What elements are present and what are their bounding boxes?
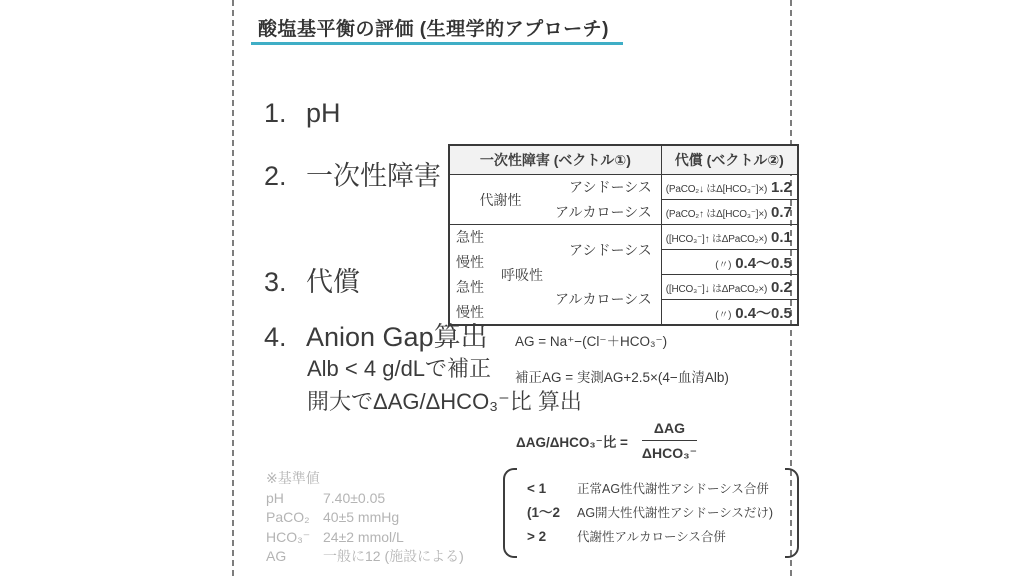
list-label: pH bbox=[306, 98, 341, 128]
rule-value: 0.4〜0.5 bbox=[735, 254, 792, 272]
slide-left-guide-line bbox=[232, 0, 234, 576]
reference-row-hco3 bbox=[266, 528, 464, 548]
cell-acute: 急性 bbox=[456, 279, 484, 295]
cell-resp-acid-chronic-rule bbox=[661, 250, 798, 275]
rule-formula: (PaCO₂↓ はΔ[HCO₃⁻]×) bbox=[665, 183, 768, 195]
rule-formula: ([HCO₃⁻]↑ はΔPaCO₂×) bbox=[665, 233, 768, 245]
rule-formula: (PaCO₂↑ はΔ[HCO₃⁻]×) bbox=[665, 208, 768, 220]
cell-resp-acid-acute-rule bbox=[661, 225, 798, 250]
cell-acute: 急性 bbox=[449, 225, 493, 250]
interpretation-meaning: 正常AG性代謝性アシドーシス合併 bbox=[577, 482, 769, 496]
list-number: 1. bbox=[264, 98, 287, 128]
list-label: Anion Gap算出 bbox=[306, 322, 488, 352]
rule-value: 1.2 bbox=[771, 178, 792, 196]
list-label: 代償 bbox=[306, 267, 360, 297]
list-number: 3. bbox=[264, 267, 287, 297]
list-number: 2. bbox=[264, 161, 287, 191]
interpretation-row bbox=[527, 501, 773, 525]
table-header-primary: 一次性障害 (ベクトル①) bbox=[449, 145, 661, 175]
fraction-numerator: ΔAG bbox=[642, 420, 697, 441]
reference-row-paco2 bbox=[266, 508, 464, 528]
rule-value: 0.1 bbox=[771, 228, 792, 246]
cell-metabolic-acidosis: アシドーシス bbox=[569, 179, 652, 196]
formula-corrected-ag: 補正AG = 実測AG+2.5×(4−血清Alb) bbox=[515, 370, 729, 385]
interpretation-range: (1〜2 bbox=[527, 505, 561, 520]
cell-chronic: 慢性 bbox=[456, 254, 484, 270]
table-header-row bbox=[449, 145, 798, 175]
reference-value: 40±5 mmHg bbox=[323, 509, 400, 525]
interpretation-row bbox=[527, 477, 773, 501]
page-title: 酸塩基平衡の評価 (生理学的アプローチ) bbox=[258, 19, 609, 40]
reference-label: HCO₃⁻ bbox=[266, 528, 311, 545]
table-header-compensation: 代償 (ベクトル②) bbox=[661, 145, 798, 175]
rule-formula: (〃) bbox=[715, 259, 732, 271]
list-item-compensation bbox=[264, 266, 360, 298]
interpretation-range: > 2 bbox=[527, 529, 547, 544]
list-label: 一次性障害 bbox=[306, 161, 441, 191]
cell-respiratory: 呼吸性 bbox=[493, 225, 551, 326]
delta-ratio-fraction bbox=[642, 420, 697, 462]
interpretation-meaning: 代謝性アルカローシス合併 bbox=[577, 530, 726, 544]
interpretation-meaning: AG開大性代謝性アシドーシスだけ) bbox=[577, 506, 774, 520]
list-item-ph bbox=[264, 97, 341, 129]
rule-value: 0.2 bbox=[771, 278, 792, 296]
ratio-interpretation bbox=[503, 468, 799, 558]
interpretation-rows bbox=[517, 468, 785, 558]
reference-label: AG bbox=[266, 548, 287, 564]
reference-label: pH bbox=[266, 489, 284, 506]
cell-metabolic-alkalosis-rule bbox=[661, 200, 798, 225]
interpretation-range: < 1 bbox=[527, 481, 547, 496]
reference-value: 24±2 mmol/L bbox=[323, 528, 404, 545]
rule-formula: ([HCO₃⁻]↓ はΔPaCO₂×) bbox=[665, 283, 768, 295]
list-number: 4. bbox=[264, 322, 287, 352]
reference-value: 一般に12 (施設による) bbox=[323, 548, 464, 564]
sub-item-delta-ratio: 開大でΔAG/ΔHCO₃⁻比 算出 bbox=[307, 389, 582, 414]
reference-heading: ※基準値 bbox=[266, 470, 320, 486]
cell-metabolic-acidosis-rule bbox=[661, 175, 798, 200]
cell-chronic: 慢性 bbox=[456, 303, 484, 320]
reference-row-ag bbox=[266, 547, 464, 567]
cell-respiratory-acidosis: アシドーシス bbox=[551, 225, 661, 275]
cell-respiratory-alkalosis: アルカローシス bbox=[555, 291, 652, 308]
right-bracket bbox=[785, 468, 799, 558]
interpretation-row bbox=[527, 525, 773, 549]
formula-anion-gap: AG = Na⁺−(Cl⁻＋HCO₃⁻) bbox=[515, 334, 668, 349]
reference-row-ph bbox=[266, 489, 464, 509]
table-row-metabolic-acidosis bbox=[449, 175, 798, 200]
rule-value: 0.7 bbox=[771, 203, 792, 221]
cell-metabolic: 代謝性 bbox=[479, 191, 522, 208]
reference-value: 7.40±0.05 bbox=[323, 489, 386, 506]
cell-resp-alk-chronic-rule bbox=[661, 300, 798, 326]
reference-values bbox=[266, 469, 464, 567]
delta-ratio-lhs: ΔAG/ΔHCO₃⁻比 = bbox=[516, 435, 628, 450]
fraction-denominator: ΔHCO₃⁻ bbox=[641, 445, 697, 461]
reference-label: PaCO₂ bbox=[266, 509, 310, 525]
cell-resp-alk-acute-rule bbox=[661, 275, 798, 300]
left-bracket bbox=[503, 468, 517, 558]
compensation-table bbox=[448, 144, 799, 326]
sub-item-albumin-correction: Alb < 4 g/dLで補正 bbox=[307, 356, 492, 381]
rule-value: 0.4〜0.5 bbox=[735, 304, 792, 322]
rule-formula: (〃) bbox=[715, 309, 732, 321]
list-item-primary-disorder bbox=[264, 160, 441, 192]
table-row-respiratory-acidosis-acute bbox=[449, 225, 798, 250]
cell-metabolic-alkalosis: アルカローシス bbox=[555, 203, 652, 220]
title-underline bbox=[251, 42, 623, 45]
formula-delta-ratio bbox=[516, 420, 697, 462]
